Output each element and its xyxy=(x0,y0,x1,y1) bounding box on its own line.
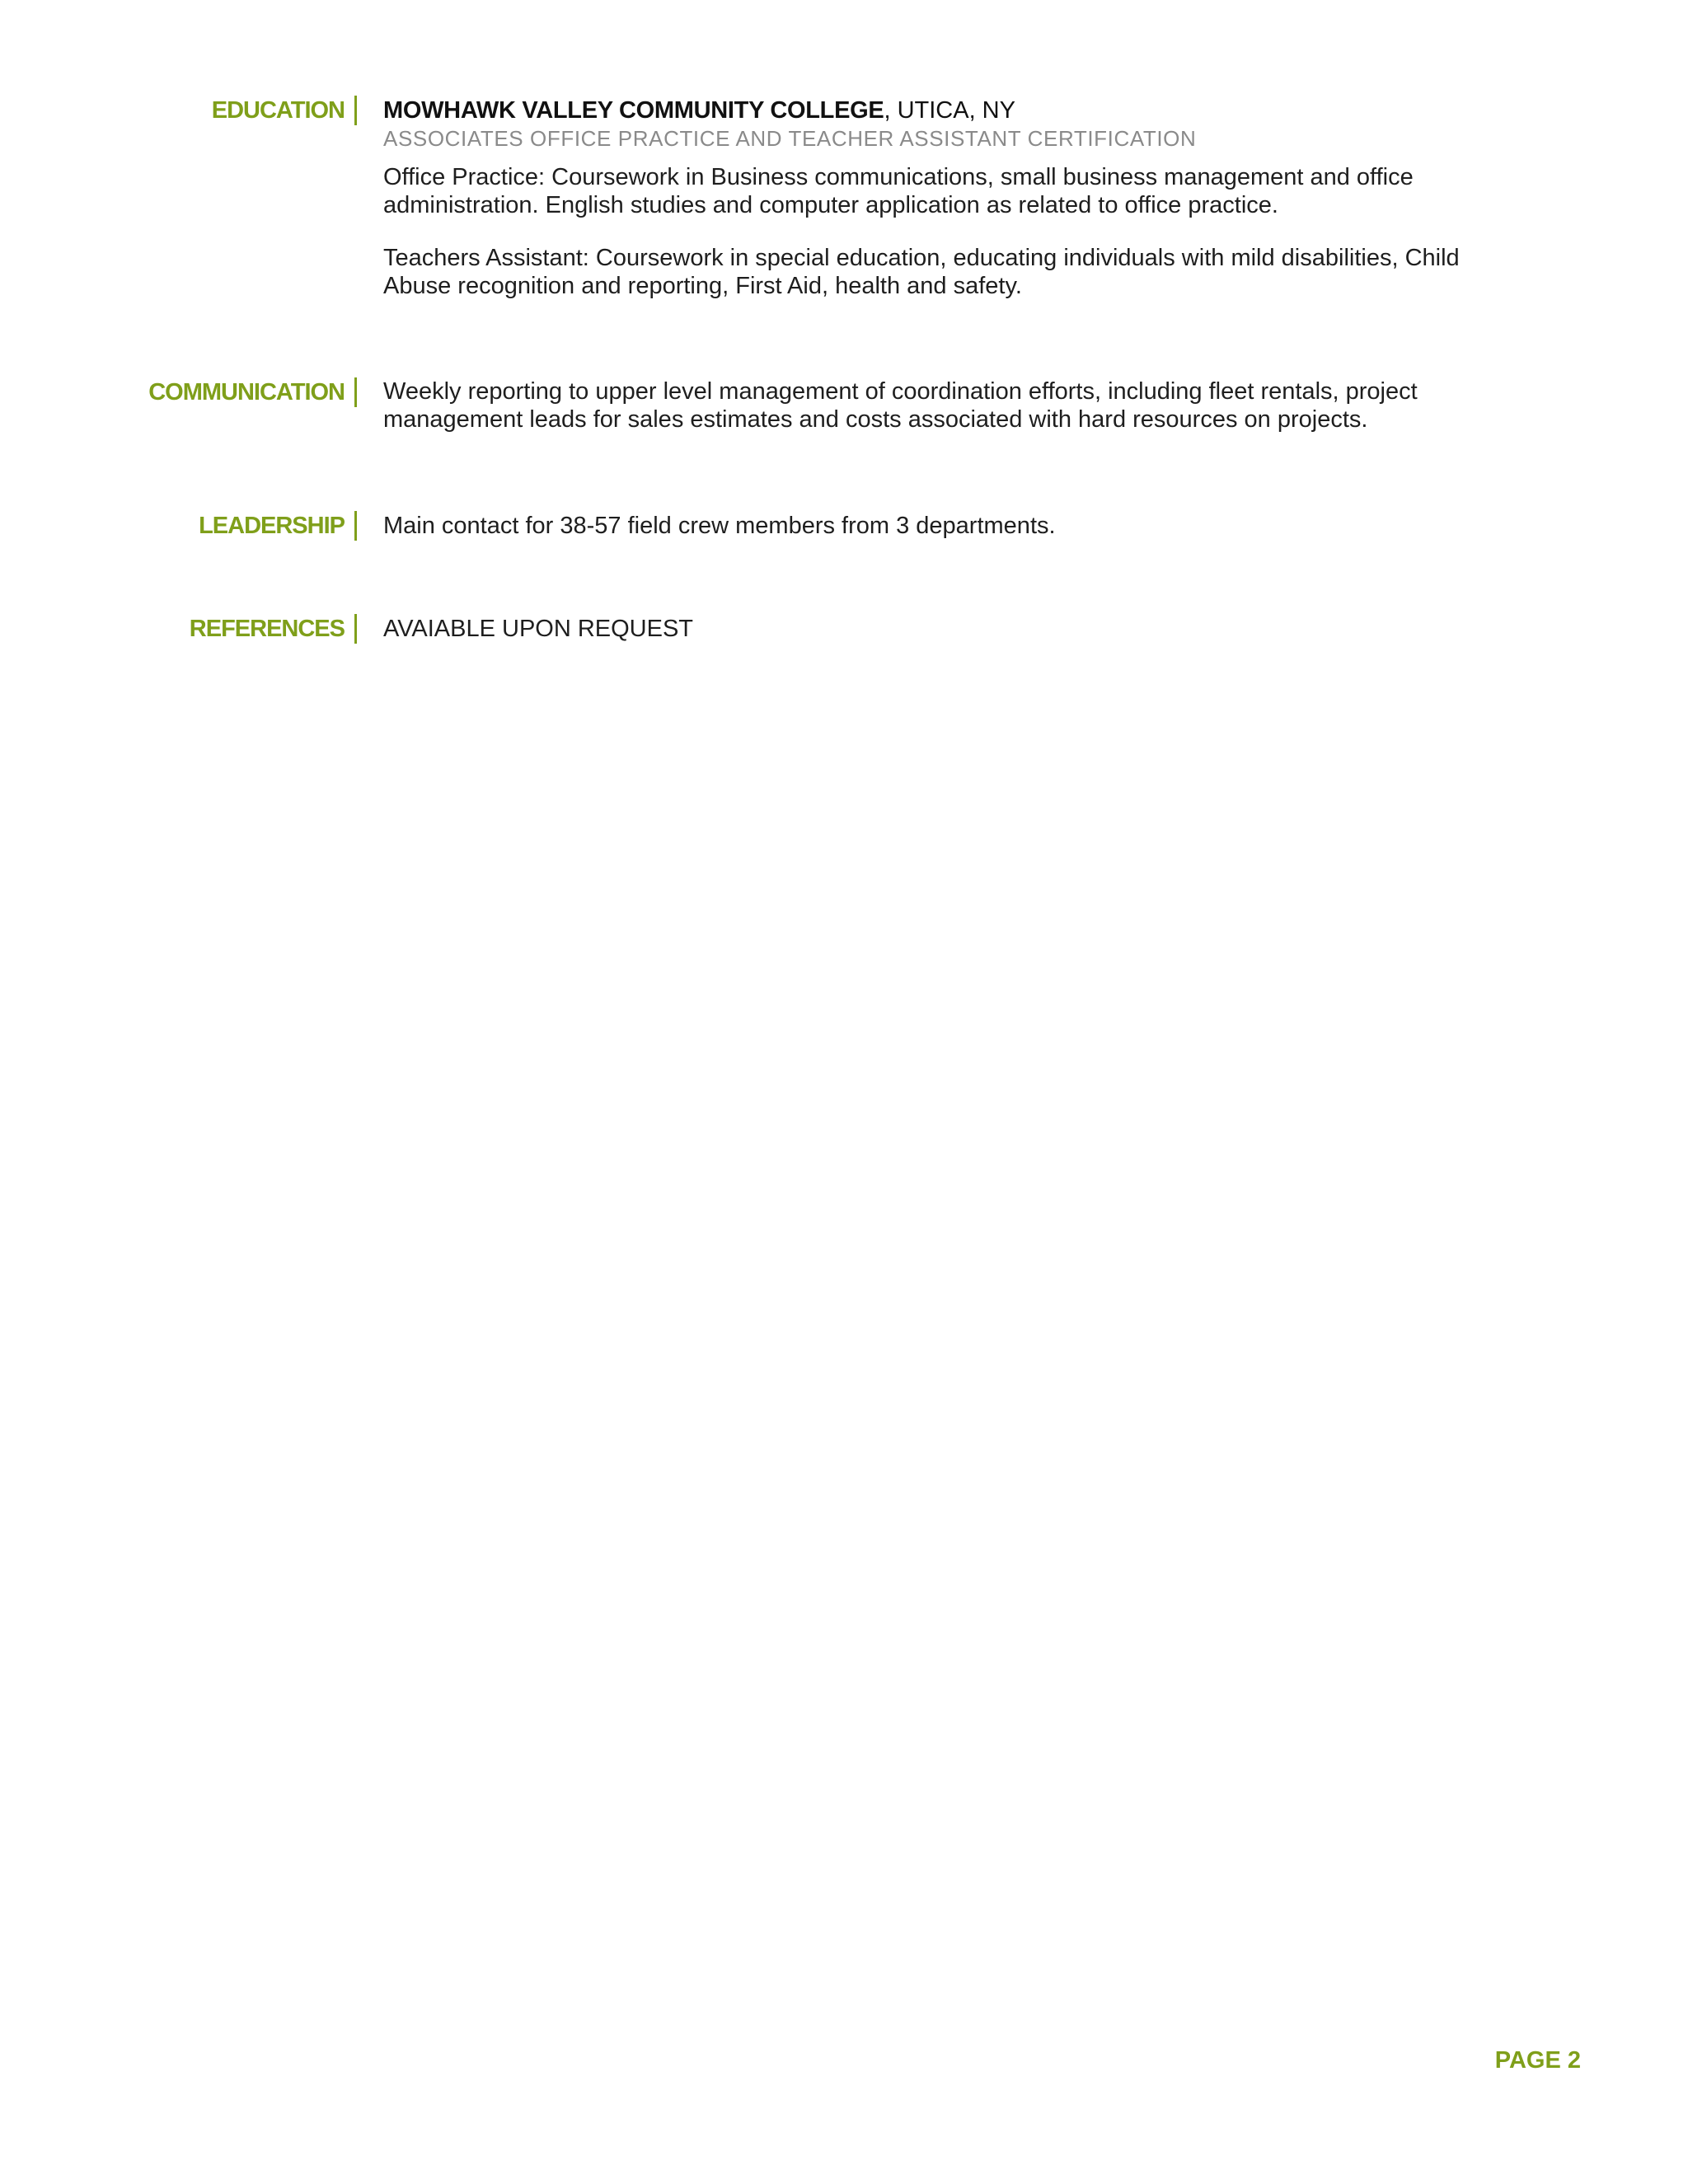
leadership-heading: LEADERSHIP xyxy=(199,513,345,539)
communication-paragraph: Weekly reporting to upper level management of coordination efforts, including fleet rentals, project management leads for sales estimates and costs associated with hard resources on projects. xyxy=(383,378,1418,433)
references-divider-bar xyxy=(354,614,357,644)
leadership-divider-bar xyxy=(354,511,357,541)
references-content xyxy=(383,614,1521,644)
page-number: PAGE 2 xyxy=(1494,2047,1581,2074)
leadership-paragraph: Main contact for 38-57 field crew members from 3 departments. xyxy=(383,513,1056,539)
office-practice-paragraph: Office Practice: Coursework in Business communications, small business management and office administration. English studies and computer application as related to office practice. xyxy=(383,164,1414,218)
education-divider-bar xyxy=(354,96,357,125)
school-line xyxy=(383,96,1521,125)
teachers-assistant-paragraph: Teachers Assistant: Coursework in special education, educating individuals with mild disabilities, Child Abuse recognition and reporting, First Aid, health and safety. xyxy=(383,245,1460,299)
references-text: AVAIABLE UPON REQUEST xyxy=(383,616,694,642)
education-heading: EDUCATION xyxy=(211,97,345,124)
school-location: , UTICA, NY xyxy=(884,97,1015,124)
communication-content xyxy=(383,377,1521,434)
degree-title: ASSOCIATES OFFICE PRACTICE AND TEACHER ASSISTANT CERTIFICATION xyxy=(383,126,1197,151)
leadership-content xyxy=(383,511,1521,541)
communication-heading: COMMUNICATION xyxy=(148,379,345,405)
communication-divider-bar xyxy=(354,377,357,407)
school-name: MOWHAWK VALLEY COMMUNITY COLLEGE xyxy=(383,97,884,124)
education-content xyxy=(383,96,1521,300)
references-heading: REFERENCES xyxy=(189,616,345,642)
